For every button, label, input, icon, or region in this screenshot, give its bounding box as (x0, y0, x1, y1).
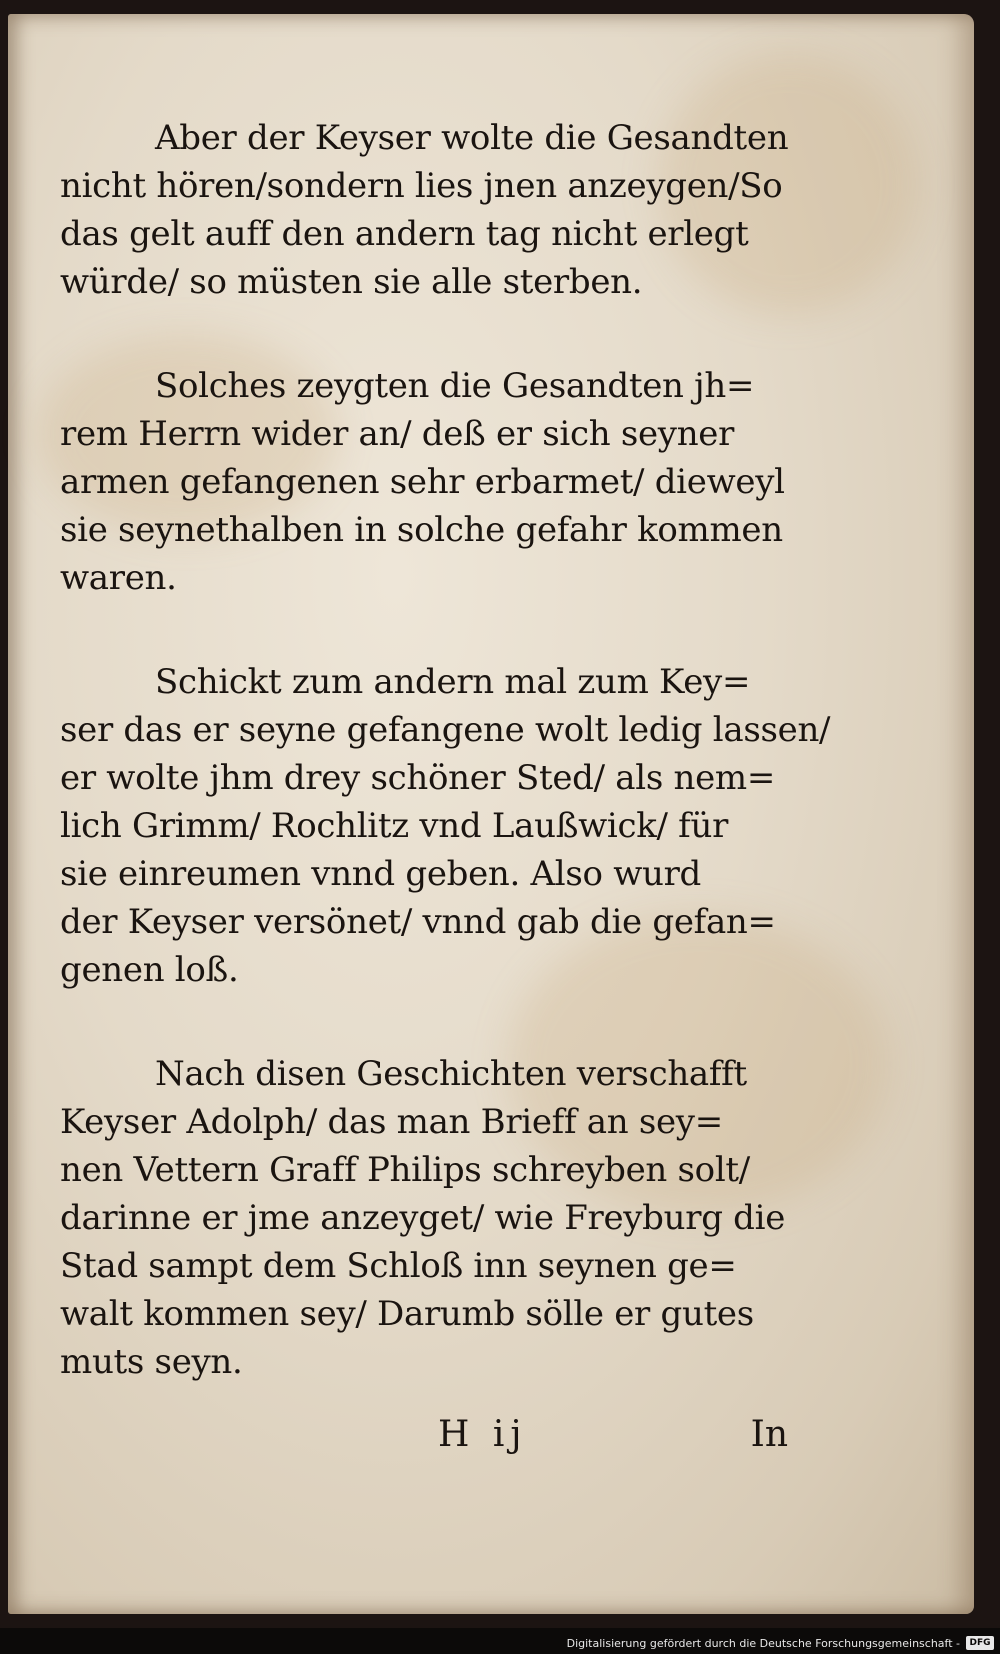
text-line: sie seynethalben in solche gefahr kommen (60, 510, 783, 550)
paragraph (60, 658, 831, 994)
credit-bar (0, 1628, 1000, 1654)
text-line: rem Herrn wider an/ deß er sich seyner (60, 414, 735, 454)
text-line: nicht hören/sondern lies jnen anzeygen/So (60, 166, 783, 206)
paragraph (60, 1050, 800, 1386)
text-line: armen gefangenen sehr erbarmet/ dieweyl (60, 462, 785, 502)
book-page (8, 14, 974, 1614)
text-line: muts seyn. (60, 1342, 243, 1382)
text-line: walt kommen sey/ Darumb sölle er gutes (60, 1294, 754, 1334)
page-footer (438, 1414, 788, 1464)
paragraph (60, 114, 800, 306)
digitization-credit: Digitalisierung gefördert durch die Deutsche Forschungsgemeinschaft - (566, 1637, 960, 1650)
body-text (60, 114, 831, 1442)
text-line: würde/ so müsten sie alle sterben. (60, 262, 643, 302)
paragraph (60, 362, 800, 602)
text-line: der Keyser versönet/ vnnd gab die gefan= (60, 902, 776, 942)
text-line: Aber der Keyser wolte die Gesandten (155, 118, 789, 158)
text-line: das gelt auff den andern tag nicht erlegt (60, 214, 749, 254)
text-line: er wolte jhm drey schöner Sted/ als nem= (60, 758, 776, 798)
catchword: In (750, 1414, 788, 1455)
text-line: sie einreumen vnnd geben. Also wurd (60, 854, 702, 894)
dfg-logo-icon: DFG (966, 1636, 994, 1650)
text-line: nen Vettern Graff Philips schreyben solt/ (60, 1150, 750, 1190)
text-line: Solches zeygten die Gesandten jh= (155, 366, 755, 406)
text-line: waren. (60, 558, 177, 598)
text-line: ser das er seyne gefangene wolt ledig lassen/ (60, 710, 831, 750)
text-line: genen loß. (60, 950, 239, 990)
text-line: Schickt zum andern mal zum Key= (155, 662, 751, 702)
text-line: Stad sampt dem Schloß inn seynen ge= (60, 1246, 737, 1286)
text-line: darinne er jme anzeyget/ wie Freyburg die (60, 1198, 786, 1238)
signature-mark: H ij (438, 1414, 528, 1455)
text-line: Nach disen Geschichten verschafft (155, 1054, 747, 1094)
text-line: Keyser Adolph/ das man Brieff an sey= (60, 1102, 723, 1142)
text-line: lich Grimm/ Rochlitz vnd Laußwick/ für (60, 806, 729, 846)
